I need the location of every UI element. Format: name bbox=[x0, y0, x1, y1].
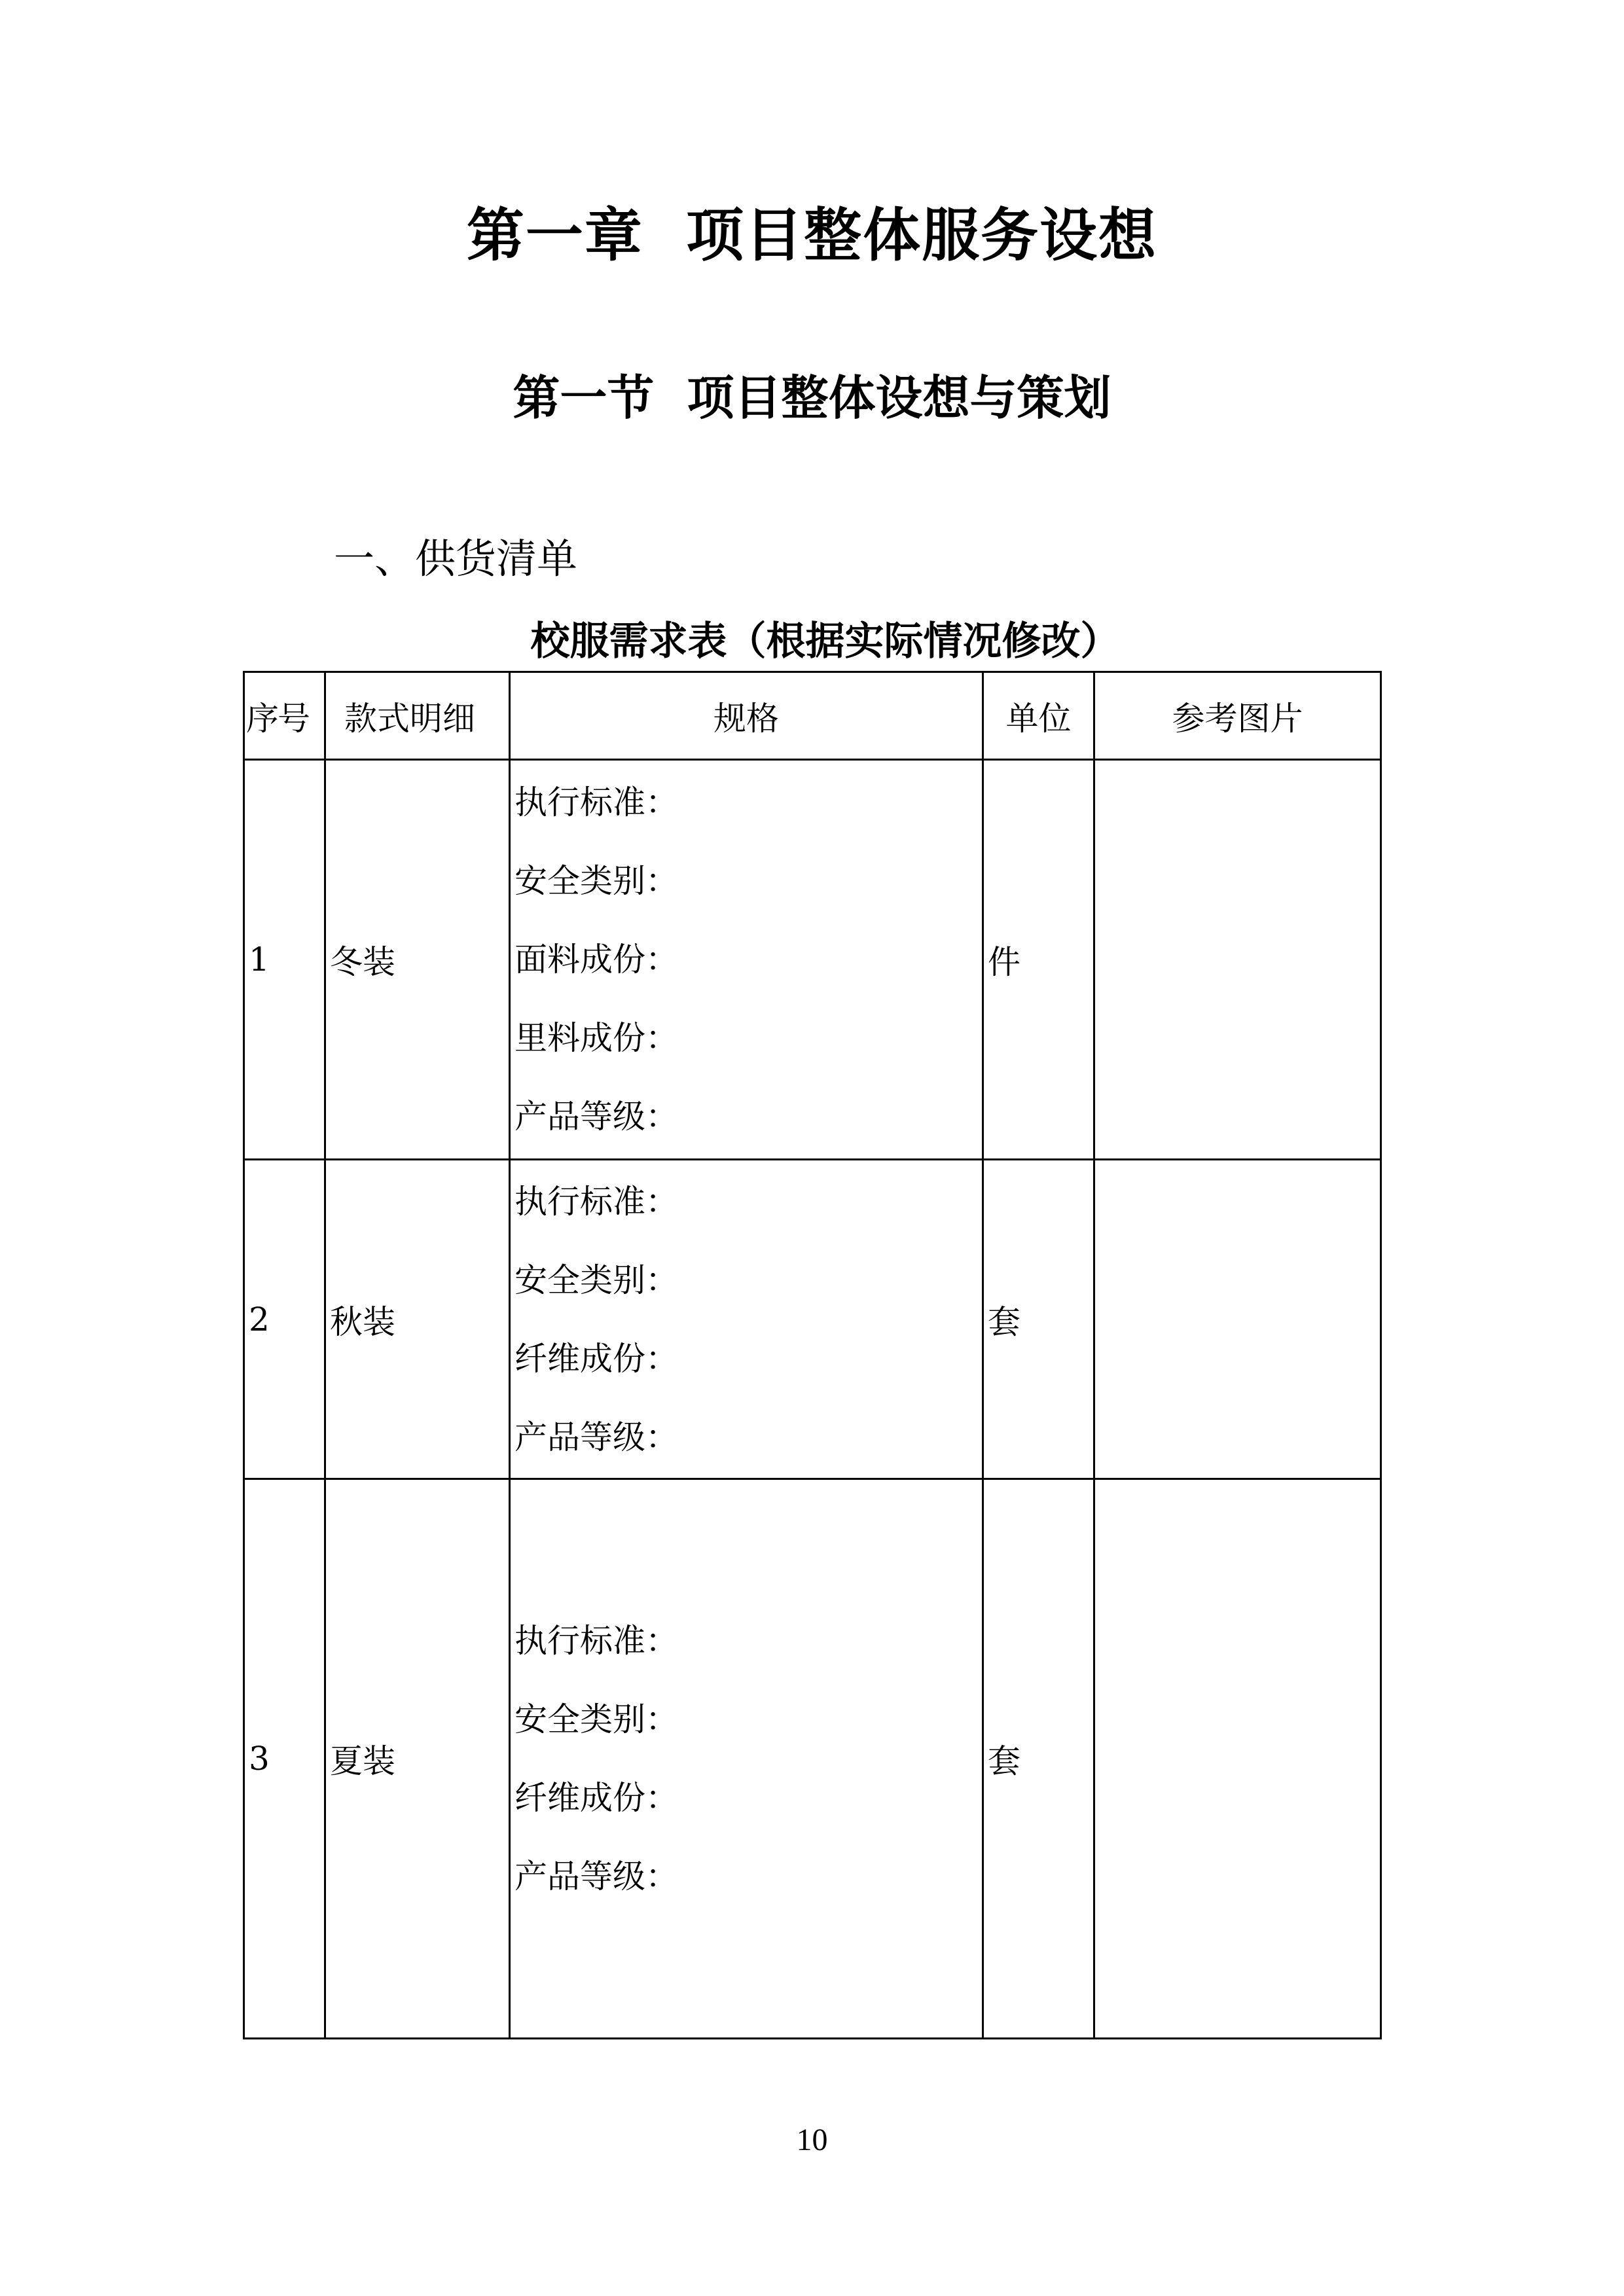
header-index: 序号 bbox=[244, 672, 325, 760]
cell-spec bbox=[510, 1160, 983, 1479]
header-unit: 单位 bbox=[983, 672, 1094, 760]
uniform-demand-table bbox=[243, 671, 1382, 2039]
cell-reference-image bbox=[1094, 760, 1381, 1160]
cell-reference-image bbox=[1094, 1479, 1381, 2039]
spec-line: 安全类别： bbox=[514, 862, 678, 900]
spec-line: 执行标准： bbox=[514, 1622, 678, 1660]
cell-style: 夏装 bbox=[325, 1479, 510, 2039]
spec-line: 纤维成份： bbox=[514, 1779, 678, 1817]
subsection-title: 一、供货清单 bbox=[334, 535, 578, 583]
cell-spec bbox=[510, 1479, 983, 2039]
spec-line: 产品等级： bbox=[514, 1098, 678, 1136]
table-row bbox=[244, 1479, 1381, 2039]
cell-index: 2 bbox=[244, 1160, 325, 1479]
table-row bbox=[244, 1160, 1381, 1479]
chapter-title: 第一章 项目整体服务设想 bbox=[466, 202, 1158, 269]
cell-index: 1 bbox=[244, 760, 325, 1160]
cell-unit: 件 bbox=[983, 760, 1094, 1160]
table-header-row bbox=[244, 672, 1381, 760]
section-title: 第一节 项目整体设想与策划 bbox=[513, 370, 1111, 425]
spec-line: 安全类别： bbox=[514, 1700, 678, 1738]
spec-line: 面料成份： bbox=[514, 941, 678, 978]
spec-line: 里料成份： bbox=[514, 1019, 678, 1057]
header-reference-image: 参考图片 bbox=[1094, 672, 1381, 760]
cell-reference-image bbox=[1094, 1160, 1381, 1479]
spec-line: 产品等级： bbox=[514, 1857, 678, 1895]
cell-unit: 套 bbox=[983, 1479, 1094, 2039]
header-spec: 规格 bbox=[510, 672, 983, 760]
table-caption: 校服需求表（根据实际情况修改） bbox=[530, 619, 1120, 664]
spec-line: 纤维成份： bbox=[514, 1339, 678, 1378]
spec-line: 执行标准： bbox=[514, 1182, 678, 1221]
spec-line: 产品等级： bbox=[514, 1418, 678, 1456]
page-number: 10 bbox=[796, 2123, 828, 2157]
cell-unit: 套 bbox=[983, 1160, 1094, 1479]
spec-line: 安全类别： bbox=[514, 1261, 678, 1299]
header-style: 款式明细 bbox=[325, 672, 510, 760]
cell-style: 秋装 bbox=[325, 1160, 510, 1479]
cell-index: 3 bbox=[244, 1479, 325, 2039]
cell-spec bbox=[510, 760, 983, 1160]
cell-style: 冬装 bbox=[325, 760, 510, 1160]
spec-line: 执行标准： bbox=[514, 783, 678, 821]
table-row bbox=[244, 760, 1381, 1160]
